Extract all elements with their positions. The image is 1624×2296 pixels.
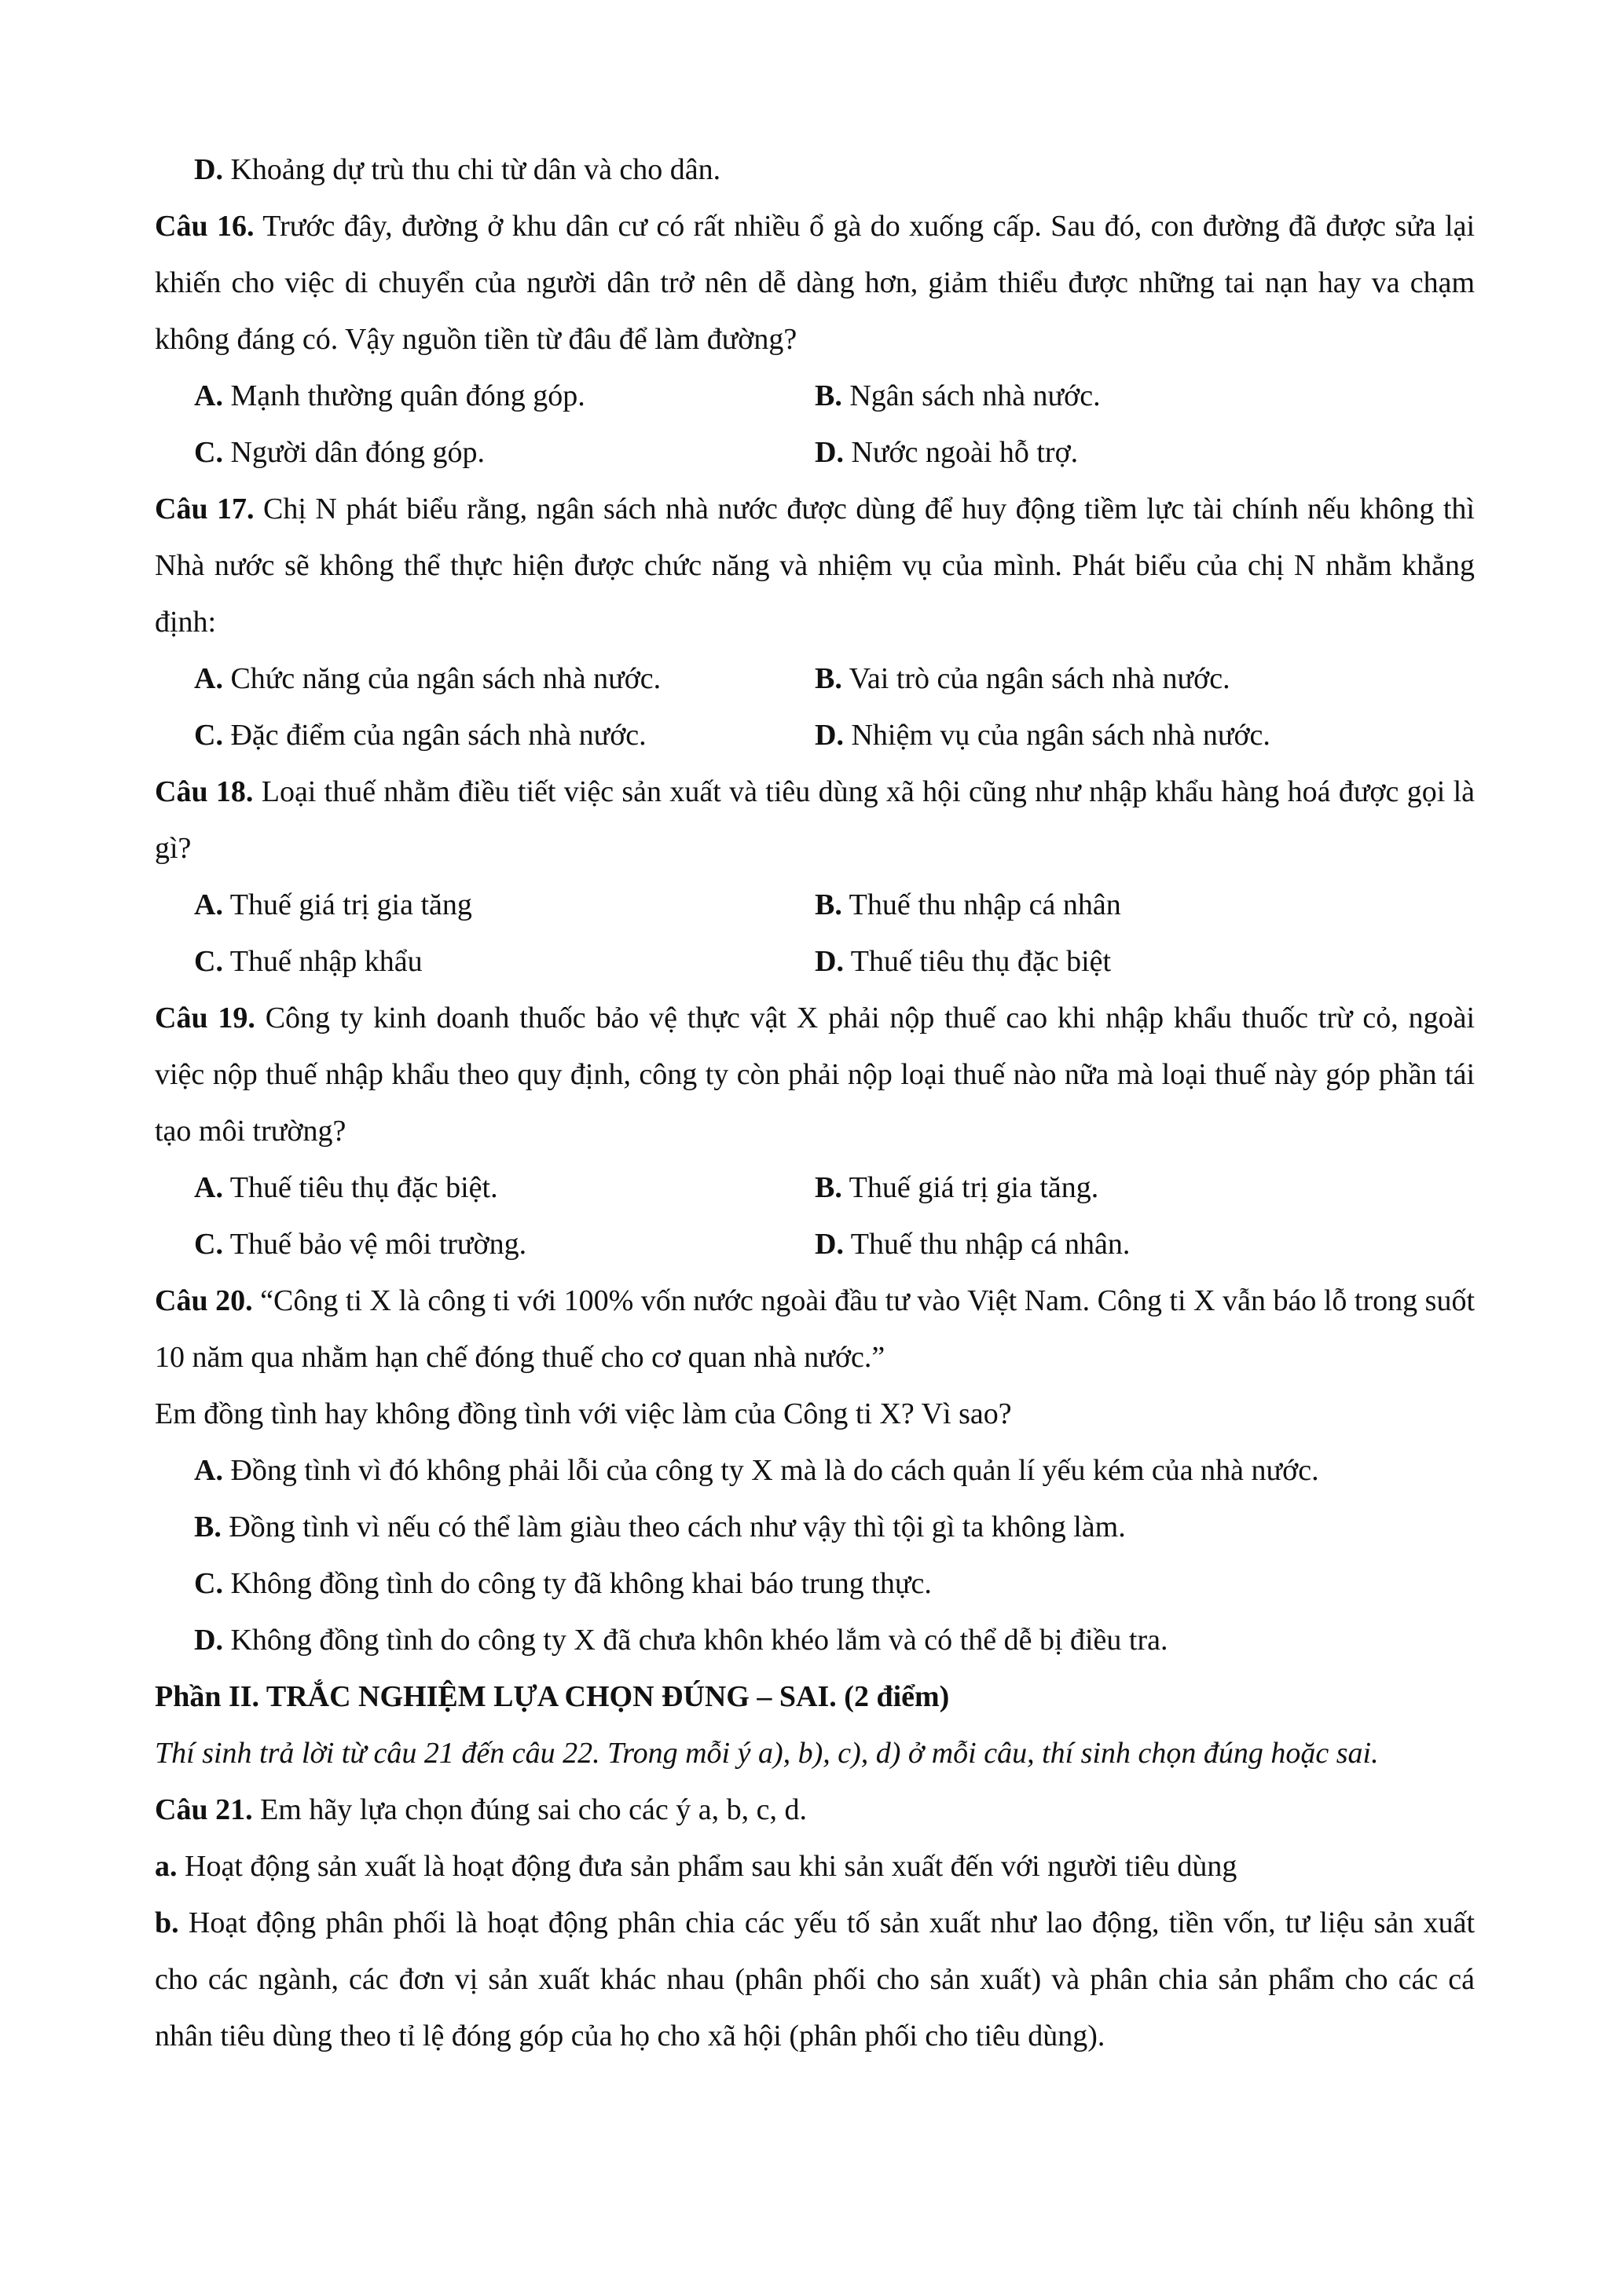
q19-option-a [194, 1159, 815, 1216]
question-label: Câu 18. [155, 775, 254, 808]
option-text: Thuế tiêu thụ đặc biệt [843, 945, 1112, 978]
item-label: b. [155, 1906, 179, 1939]
question-label: Câu 19. [155, 1002, 255, 1034]
question-label: Câu 17. [155, 493, 255, 525]
option-text: Thuế thu nhập cá nhân [841, 888, 1121, 921]
option-text: Nhiệm vụ của ngân sách nhà nước. [843, 719, 1270, 752]
option-text: Ngân sách nhà nước. [841, 379, 1101, 412]
option-label: A. [194, 888, 223, 921]
option-text: Thuế thu nhập cá nhân. [843, 1228, 1131, 1261]
option-text: Không đồng tình do công ty X đã chưa khôn khéo lắm và có thể dễ bị điều tra. [222, 1624, 1168, 1657]
q17-options-row-2 [155, 707, 1475, 764]
question-21 [155, 1782, 1475, 1838]
option-label: B. [815, 379, 842, 412]
option-text: Thuế giá trị gia tăng [222, 888, 472, 921]
option-label: B. [815, 888, 842, 921]
q20-option-b [155, 1499, 1475, 1555]
option-label: D. [815, 436, 844, 469]
q18-option-c [194, 933, 815, 990]
option-label: D. [194, 1624, 223, 1657]
option-text: Khoảng dự trù thu chi từ dân và cho dân. [222, 153, 721, 186]
q20-option-d [155, 1612, 1475, 1668]
option-label: A. [194, 1454, 223, 1487]
option-label: B. [815, 662, 842, 695]
question-19 [155, 990, 1475, 1159]
question-text: “Công ti X là công ti với 100% vốn nước ngoài đầu tư vào Việt Nam. Công ti X vẫn báo lỗ trong suốt 10 năm qua nhằm hạn chế đóng thuế cho cơ quan nhà nước.” [155, 1284, 1476, 1374]
question-text: Chị N phát biểu rằng, ngân sách nhà nước được dùng để huy động tiềm lực tài chính nếu không thì Nhà nước sẽ không thể thực hiện được chức năng và nhiệm vụ của mình. Phát biểu của chị N nhằm khẳng định: [155, 493, 1475, 639]
option-label: A. [194, 1171, 223, 1204]
option-text: Nước ngoài hỗ trợ. [843, 436, 1079, 469]
q19-options-row-2 [155, 1216, 1475, 1273]
question-label: Câu 21. [155, 1793, 253, 1826]
q16-option-c [194, 424, 815, 481]
option-label: D. [815, 945, 844, 978]
q16-option-b [815, 368, 1101, 424]
q17-option-c [194, 707, 815, 764]
q18-option-d [815, 933, 1111, 990]
option-label: D. [194, 153, 223, 186]
q20-option-a [155, 1442, 1475, 1499]
q16-option-a [194, 368, 815, 424]
option-text: Mạnh thường quân đóng góp. [222, 379, 585, 412]
option-label: A. [194, 379, 223, 412]
option-text: Đặc điểm của ngân sách nhà nước. [222, 719, 647, 752]
option-label: A. [194, 662, 223, 695]
question-text: Loại thuế nhằm điều tiết việc sản xuất và tiêu dùng xã hội cũng như nhập khẩu hàng hoá được gọi là gì? [155, 775, 1475, 865]
q20-prompt: Em đồng tình hay không đồng tình với việc làm của Công ti X? Vì sao? [155, 1397, 1012, 1430]
q19-options-row-1 [155, 1159, 1475, 1216]
part-2-heading: Phần II. TRẮC NGHIỆM LỰA CHỌN ĐÚNG – SAI. (2 điểm) [155, 1680, 950, 1713]
q18-option-b [815, 877, 1121, 933]
option-label: B. [194, 1511, 222, 1543]
q15-option-d [155, 141, 1475, 198]
option-text: Người dân đóng góp. [222, 436, 486, 469]
item-label: a. [155, 1850, 178, 1883]
question-label: Câu 20. [155, 1284, 253, 1317]
q21-item-b [155, 1895, 1475, 2064]
question-20 [155, 1273, 1475, 1386]
q18-options-row-1 [155, 877, 1475, 933]
item-text: Hoạt động phân phối là hoạt động phân chia các yếu tố sản xuất như lao động, tiền vốn, tư liệu sản xuất cho các ngành, các đơn vị sản xuất khác nhau (phân phối cho sản xuất) và phân chia sản phẩm cho các cá nhân tiêu dùng theo tỉ lệ đóng góp của họ cho xã hội (phân phối cho tiêu dùng). [155, 1906, 1475, 2052]
question-16 [155, 198, 1475, 368]
question-text: Em hãy lựa chọn đúng sai cho các ý a, b, c, d. [252, 1793, 808, 1826]
option-text: Không đồng tình do công ty đã không khai báo trung thực. [222, 1567, 932, 1600]
question-label: Câu 16. [155, 210, 255, 243]
question-18 [155, 764, 1475, 877]
option-text: Đồng tình vì nếu có thể làm giàu theo cách như vậy thì tội gì ta không làm. [221, 1511, 1126, 1543]
q19-option-c [194, 1216, 815, 1273]
option-text: Đồng tình vì đó không phải lỗi của công ty X mà là do cách quản lí yếu kém của nhà nước. [222, 1454, 1319, 1487]
option-label: C. [194, 945, 223, 978]
q16-options-row-2 [155, 424, 1475, 481]
option-text: Thuế nhập khẩu [222, 945, 423, 978]
part-2-instruction: Thí sinh trả lời từ câu 21 đến câu 22. Trong mỗi ý a), b), c), d) ở mỗi câu, thí sinh chọn đúng hoặc sai. [155, 1737, 1379, 1770]
option-label: D. [815, 719, 844, 752]
question-text: Trước đây, đường ở khu dân cư có rất nhiều ổ gà do xuống cấp. Sau đó, con đường đã được sửa lại khiến cho việc di chuyển của người dân trở nên dễ dàng hơn, giảm thiểu được những tai nạn hay va chạm không đáng có. Vậy nguồn tiền từ đâu để làm đường? [155, 210, 1476, 356]
q21-item-a [155, 1838, 1475, 1895]
q16-options-row-1 [155, 368, 1475, 424]
q16-option-d [815, 424, 1078, 481]
option-label: C. [194, 436, 223, 469]
item-text: Hoạt động sản xuất là hoạt động đưa sản phẩm sau khi sản xuất đến với người tiêu dùng [177, 1850, 1237, 1883]
question-text: Công ty kinh doanh thuốc bảo vệ thực vật X phải nộp thuế cao khi nhập khẩu thuốc trừ cỏ, ngoài việc nộp thuế nhập khẩu theo quy định, công ty còn phải nộp loại thuế nào nữa mà loại thuế này góp phần tái tạo môi trường? [155, 1002, 1476, 1148]
option-label: B. [815, 1171, 842, 1204]
option-text: Thuế tiêu thụ đặc biệt. [222, 1171, 498, 1204]
q18-options-row-2 [155, 933, 1475, 990]
question-17 [155, 481, 1475, 650]
option-label: D. [815, 1228, 844, 1261]
option-text: Thuế bảo vệ môi trường. [222, 1228, 527, 1261]
q18-option-a [194, 877, 815, 933]
q17-option-b [815, 650, 1230, 707]
option-label: C. [194, 1567, 223, 1600]
option-text: Vai trò của ngân sách nhà nước. [841, 662, 1230, 695]
option-label: C. [194, 719, 223, 752]
q17-option-d [815, 707, 1270, 764]
option-text: Thuế giá trị gia tăng. [841, 1171, 1099, 1204]
q17-options-row-1 [155, 650, 1475, 707]
option-text: Chức năng của ngân sách nhà nước. [222, 662, 662, 695]
q19-option-d [815, 1216, 1130, 1273]
option-label: C. [194, 1228, 223, 1261]
q20-option-c [155, 1555, 1475, 1612]
q19-option-b [815, 1159, 1098, 1216]
q17-option-a [194, 650, 815, 707]
